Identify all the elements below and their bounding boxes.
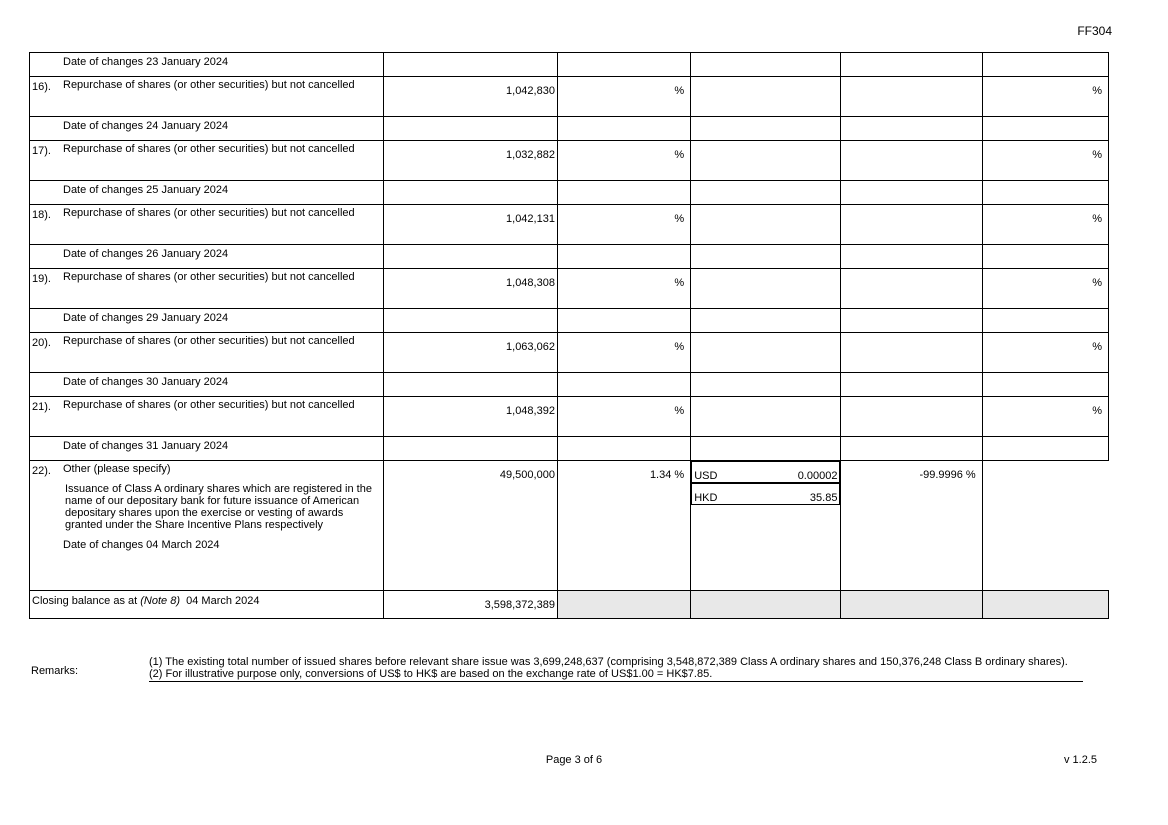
premium-percentage: % [982, 141, 1108, 181]
shaded-cell [841, 591, 982, 619]
item-cell [30, 397, 384, 437]
premium-percentage: % [982, 269, 1108, 309]
shaded-cell [557, 591, 690, 619]
share-quantity: 1,032,882 [383, 141, 557, 181]
issue-price [691, 333, 841, 373]
version: v 1.2.5 [1063, 754, 1097, 766]
hkd-price [841, 77, 982, 117]
issue-price [691, 397, 841, 437]
item-description: Repurchase of shares (or other securities) but not cancelled [63, 143, 355, 155]
premium-percentage: % [982, 397, 1108, 437]
currency: USD [694, 470, 718, 482]
premium-percentage: % [982, 333, 1108, 373]
percentage: 1.34 % [557, 461, 690, 591]
share-quantity: 49,500,000 [383, 461, 557, 591]
hkd-price [841, 269, 982, 309]
date-of-changes: Date of changes 23 January 2024 [63, 56, 229, 68]
date-of-changes: Date of changes 26 January 2024 [63, 248, 229, 260]
item [30, 205, 383, 237]
date-of-changes: Date of changes 24 January 2024 [63, 120, 229, 132]
share-quantity: 1,048,308 [383, 269, 557, 309]
item [30, 269, 383, 301]
table-row [30, 205, 1109, 245]
item [30, 397, 383, 429]
table-row-other [30, 461, 1109, 591]
share-quantity: 1,063,062 [383, 333, 557, 373]
item-cell [30, 333, 384, 373]
hkd-price [841, 333, 982, 373]
date-of-changes: Date of changes 31 January 2024 [63, 440, 229, 452]
date-row [30, 117, 1109, 141]
date-of-changes: Date of changes 25 January 2024 [63, 184, 229, 196]
table-row [30, 269, 1109, 309]
percentage: % [557, 269, 690, 309]
other-detail: Issuance of Class A ordinary shares which are registered in the name of our depositary bank for future issuance of American depositary shares upon the exercise or vesting of awards granted under the Share Incentive Plans respectively [65, 483, 372, 531]
percentage: % [557, 397, 690, 437]
percentage: % [557, 205, 690, 245]
remarks [149, 656, 1083, 682]
shaded-cell [691, 591, 841, 619]
item-description: Repurchase of shares (or other securities) but not cancelled [63, 207, 355, 219]
item-number: 18). [32, 209, 51, 221]
item-number: 21). [32, 401, 51, 413]
closing-date: 04 March 2024 [186, 595, 260, 607]
item-cell [30, 77, 384, 117]
percentage: % [557, 141, 690, 181]
item-description: Repurchase of shares (or other securities) but not cancelled [63, 399, 355, 411]
hkd-price [841, 205, 982, 245]
premium-percentage: -99.9996 % [841, 461, 982, 591]
share-quantity: 1,048,392 [383, 397, 557, 437]
item-number: 17). [32, 145, 51, 157]
form-code: FF304 [1077, 24, 1112, 38]
hkd-price [841, 397, 982, 437]
closing-balance-row [30, 591, 1109, 619]
closing-balance-value: 3,598,372,389 [383, 591, 557, 619]
date-of-changes: Date of changes 29 January 2024 [63, 312, 229, 324]
percentage: % [557, 77, 690, 117]
percentage: % [557, 333, 690, 373]
item [30, 461, 383, 477]
date-row [30, 181, 1109, 205]
issue-price [691, 461, 840, 483]
share-quantity: 1,042,131 [383, 205, 557, 245]
premium-percentage: % [982, 77, 1108, 117]
closing-prefix: Closing balance as at [32, 595, 138, 607]
note-ref: (Note 8) [140, 595, 180, 607]
issue-price [691, 205, 841, 245]
remarks-label: Remarks: [31, 665, 79, 677]
currency: HKD [694, 492, 718, 504]
item-description: Repurchase of shares (or other securities) but not cancelled [63, 335, 355, 347]
date-row [30, 437, 1109, 461]
remark-2: (2) For illustrative purpose only, conversions of US$ to HK$ are based on the exchange rate of US$1.00 = HK$7.85. [149, 668, 1083, 682]
page-number: Page 3 of 6 [545, 754, 603, 766]
table-row [30, 141, 1109, 181]
date-of-changes: Date of changes 04 March 2024 [63, 539, 220, 551]
item [30, 141, 383, 173]
item-cell [30, 141, 384, 181]
date-of-changes: Date of changes 30 January 2024 [63, 376, 229, 388]
closing-balance-label [30, 591, 384, 619]
date-row [30, 53, 1109, 77]
price-value: 0.00002 [797, 470, 838, 482]
remark-1: (1) The existing total number of issued shares before relevant share issue was 3,699,248,637 (comprising 3,548,872,389 Class A ordinary shares and 150,376,248 Class B ordinary shares). [149, 656, 1068, 668]
item-description: Repurchase of shares (or other securities) but not cancelled [63, 271, 355, 283]
item-description: Other (please specify) [63, 463, 171, 475]
hkd-price [841, 141, 982, 181]
issue-price [691, 269, 841, 309]
premium-percentage: % [982, 205, 1108, 245]
item-description: Repurchase of shares (or other securities) but not cancelled [63, 79, 355, 91]
item-number: 22). [32, 465, 51, 477]
item-cell [30, 205, 384, 245]
table-row [30, 397, 1109, 437]
item [30, 333, 383, 365]
item-number: 19). [32, 273, 51, 285]
date-row [30, 309, 1109, 333]
item-number: 16). [32, 81, 51, 93]
issue-price [691, 77, 841, 117]
shaded-cell [982, 591, 1108, 619]
share-quantity: 1,042,830 [383, 77, 557, 117]
issue-price [691, 141, 841, 181]
item [30, 77, 383, 109]
table-row [30, 77, 1109, 117]
table-row [30, 333, 1109, 373]
item-cell [30, 269, 384, 309]
hkd-price [691, 483, 840, 505]
price-value: 35.85 [809, 492, 838, 504]
item-number: 20). [32, 337, 51, 349]
date-row [30, 373, 1109, 397]
share-movements-table [29, 52, 1109, 619]
item-cell [30, 461, 384, 591]
date-row [30, 245, 1109, 269]
